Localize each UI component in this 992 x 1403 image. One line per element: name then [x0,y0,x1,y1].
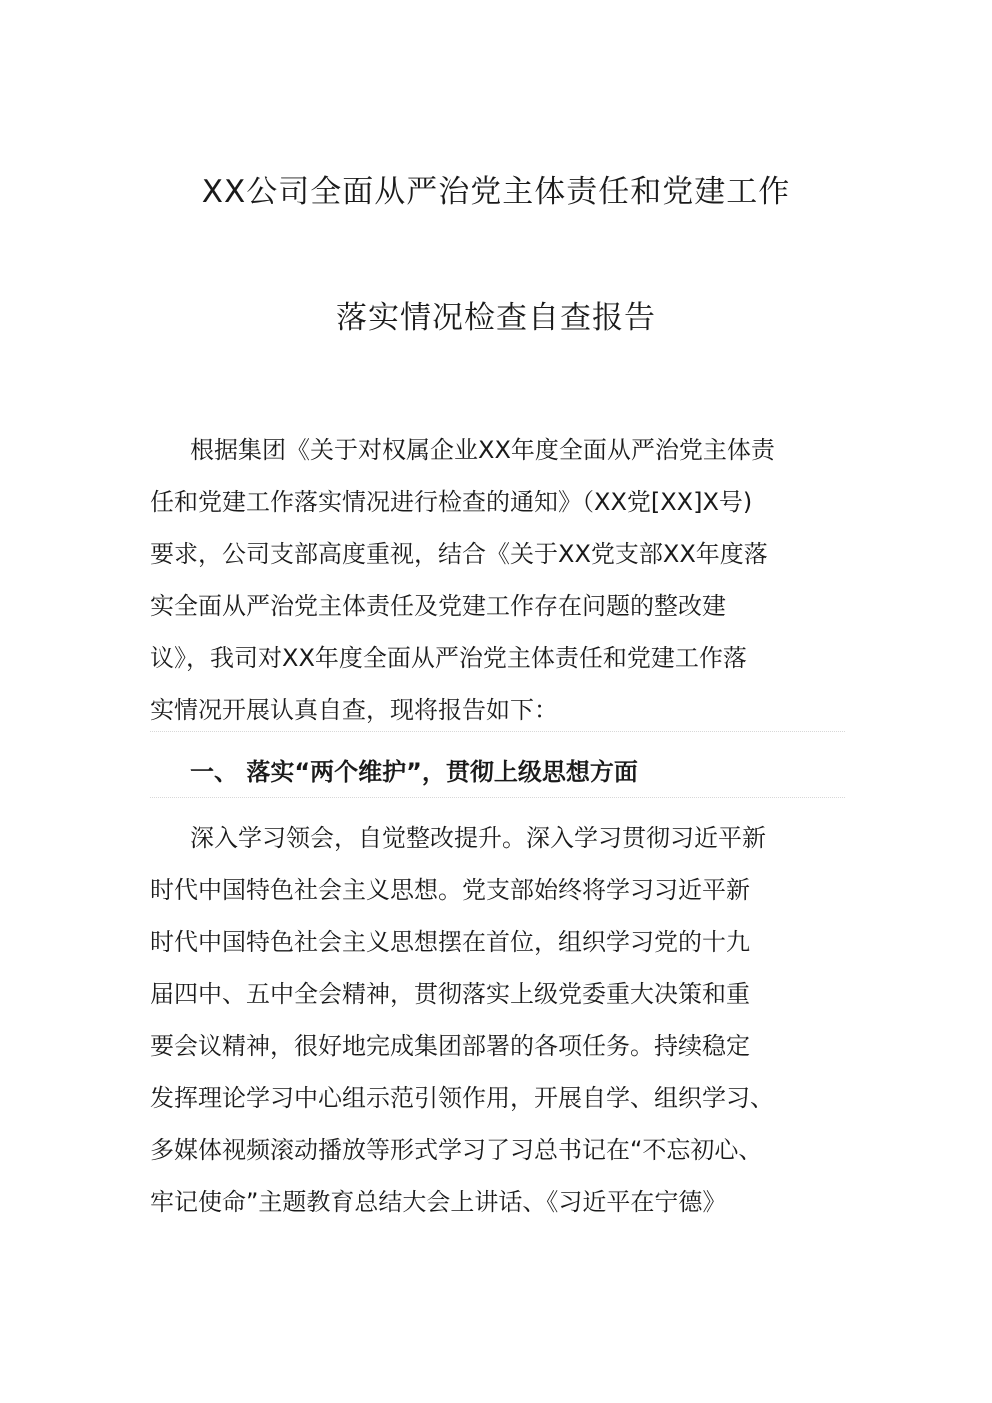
section-divider [150,797,845,798]
section-heading: 一、 落实“两个维护”，贯彻上级思想方面 [190,758,638,786]
section-paragraph-line: 发挥理论学习中心组示范引领作用，开展自学、组织学习、 [150,1084,774,1112]
section-paragraph-line: 时代中国特色社会主义思想摆在首位，组织学习党的十九 [150,928,750,956]
section-paragraph-line: 多媒体视频滚动播放等形式学习了习总书记在“不忘初心、 [150,1136,763,1164]
intro-paragraph-line: 实全面从严治党主体责任及党建工作存在问题的整改建 [150,592,726,620]
intro-paragraph-line: 要求，公司支部高度重视，结合《关于XX党支部XX年度落 [150,540,768,568]
section-paragraph-line: 要会议精神，很好地完成集团部署的各项任务。持续稳定 [150,1032,750,1060]
document-title-line-2: 落实情况检查自查报告 [336,300,656,336]
document-title-line-1: XX公司全面从严治党主体责任和党建工作 [201,174,791,210]
section-paragraph-line: 牢记使命”主题教育总结大会上讲话、《习近平在宁德》 [150,1188,727,1216]
section-paragraph-line: 深入学习领会，自觉整改提升。深入学习贯彻习近平新 [190,824,766,852]
section-divider [150,731,845,732]
section-paragraph-line: 时代中国特色社会主义思想。党支部始终将学习习近平新 [150,876,750,904]
intro-paragraph-line: 议》，我司对XX年度全面从严治党主体责任和党建工作落 [150,644,747,672]
intro-paragraph-line: 根据集团《关于对权属企业XX年度全面从严治党主体责 [190,436,775,464]
section-paragraph-line: 届四中、五中全会精神，贯彻落实上级党委重大决策和重 [150,980,750,1008]
intro-paragraph-line: 任和党建工作落实情况进行检查的通知》（XX党[XX]X号) [150,488,753,516]
intro-paragraph-line: 实情况开展认真自查，现将报告如下： [150,696,558,724]
